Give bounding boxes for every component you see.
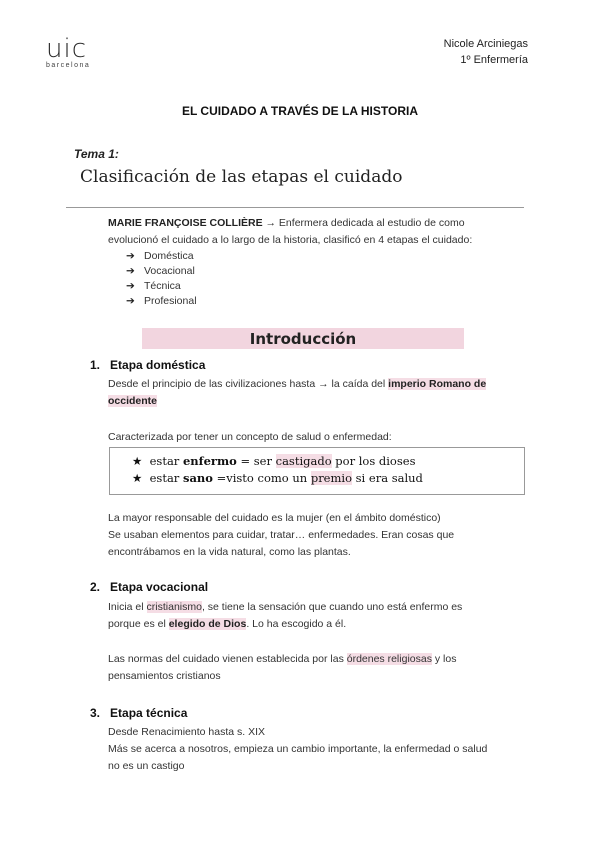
section-heading-2: 2. Etapa vocacional (90, 580, 209, 594)
list-item: ➔ Técnica (126, 280, 181, 292)
arrow-icon: ➔ (126, 280, 135, 292)
star-icon: ★ (132, 454, 143, 468)
intro-paragraph (108, 215, 508, 309)
star-icon: ★ (132, 471, 143, 485)
author-course: 1º Enfermería (460, 54, 528, 66)
intro-text-a: → Enfermera dedicada al estudio de como (262, 217, 465, 229)
section-2-notes: Las normas del cuidado vienen establecida por las órdenes religiosas y los pensamientos cristianos (108, 653, 457, 682)
logo-wordmark: uic (46, 34, 87, 64)
arrow-icon: ➔ (126, 250, 135, 262)
arrow-icon: ➔ (126, 295, 135, 307)
section-1-body: Desde el principio de las civilizaciones hasta → la caída del imperio Romano de occidente (108, 378, 487, 407)
author-block (444, 36, 528, 68)
document-title: EL CUIDADO A TRAVÉS DE LA HISTORIA (181, 104, 418, 118)
uic-logo (46, 34, 91, 69)
section-1-concept: Caracterizada por tener un concepto de salud o enfermedad: (108, 431, 392, 443)
section-3-body: Desde Renacimiento hasta s. XIX Más se acerca a nosotros, empieza un cambio importante, la enfermedad o salud no es un castigo (108, 726, 488, 772)
list-item: ➔ Vocacional (126, 265, 195, 277)
list-item: ➔ Profesional (126, 295, 197, 307)
concept-row-sick: ★ estar enfermo = ser castigado por los dioses (132, 454, 416, 468)
concept-box (109, 447, 525, 495)
logo-subtitle: barcelona (46, 62, 91, 69)
topic-label: Tema 1: (74, 147, 119, 161)
topic-title: Clasificación de las etapas el cuidado (80, 167, 403, 187)
list-item: ➔ Doméstica (126, 250, 194, 262)
arrow-icon: ➔ (126, 265, 135, 277)
section-1-notes: La mayor responsable del cuidado es la mujer (en el ámbito doméstico) Se usaban elementos para cuidar, tratar… enfermedades. Eran cosas que encontrábamos en la vida natural, como las plantas. (108, 512, 455, 558)
stages-list (108, 249, 508, 309)
section-heading-3: 3. Etapa técnica (90, 706, 188, 720)
section-heading-1: 1. Etapa doméstica (90, 358, 206, 372)
divider (66, 207, 524, 208)
intro-text-b: evolucionó el cuidado a lo largo de la historia, clasificó en 4 etapas el cuidado: (108, 234, 473, 246)
author-name: Nicole Arciniegas (443, 38, 528, 50)
author-reference: MARIE FRANÇOISE COLLIÈRE (108, 217, 263, 229)
section-2-body: Inicia el cristianismo, se tiene la sensación que cuando uno está enfermo es porque es el elegido de Dios. Lo ha escogido a él. (108, 601, 463, 630)
concept-row-healthy: ★ estar sano =visto como un premio si era salud (132, 471, 423, 485)
section-banner: Introducción (142, 328, 464, 349)
